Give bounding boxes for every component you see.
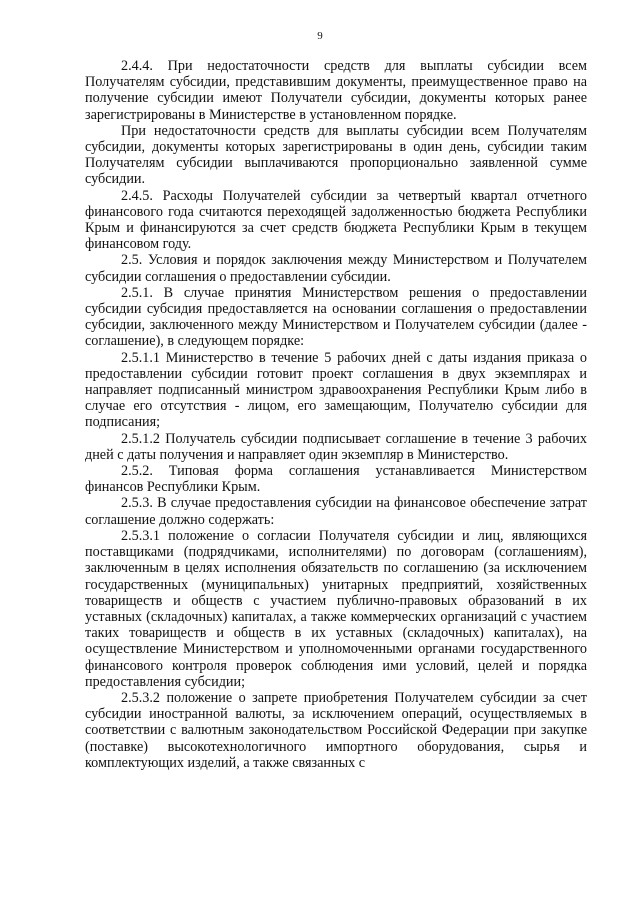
page-number: 9 [317,30,323,42]
document-body [85,58,587,771]
paragraph-2-5-3-1: 2.5.3.1 положение о согласии Получателя субсидии и лиц, являющихся поставщиками (подрядчиками, исполнителями) по договорам (соглашениям), заключенным в целях исполнения обязательств по соглашению (за исключением государственных (муниципальных) унитарных предприятий, хозяйственных товариществ и обществ с участием публично-правовых образований в их уставных (складочных) капиталах, а также коммерческих организаций с участием таких товариществ и обществ в их уставных (складочных) капиталах), на осуществление Министерством и уполномоченными органами государственного финансового контроля проверок соблюдения ими условий, целей и порядка предоставления субсидии; [85,527,587,690]
paragraph-2-5: 2.5. Условия и порядок заключения между Министерством и Получателем субсидии соглашения о предоставлении субсидии. [85,252,587,285]
paragraph-2-5-1-2: 2.5.1.2 Получатель субсидии подписывает соглашение в течение 3 рабочих дней с даты получения и направляет один экземпляр в Министерство. [85,430,587,463]
paragraph-2-5-1: 2.5.1. В случае принятия Министерством решения о предоставлении субсидии субсидия предоставляется на основании соглашения о предоставлении субсидии, заключенного между Министерством и Получателем субсидии (далее - соглашение), в следующем порядке: [85,284,587,350]
paragraph-2-4-4: 2.4.4. При недостаточности средств для выплаты субсидии всем Получателям субсидии, представившим документы, преимущественное право на получение субсидии имеют Получатели субсидии, документы которых ранее зарегистрированы в Министерстве в установленном порядке. [85,58,587,123]
paragraph-2-4-5: 2.4.5. Расходы Получателей субсидии за четвертый квартал отчетного финансового года считаются переходящей задолженностью бюджета Республики Крым и финансируются за счет средств бюджета Республики Крым в текущем финансовом году. [85,187,587,253]
paragraph-2-5-3-2: 2.5.3.2 положение о запрете приобретения Получателем субсидии за счет субсидии иностранной валюты, за исключением операций, осуществляемых в соответствии с валютным законодательством Российской Федерации при закупке (поставке) высокотехнологичного импортного оборудования, сырья и комплектующих изделий, а также связанных с [85,689,587,771]
paragraph-2-4-4-continued: При недостаточности средств для выплаты субсидии всем Получателям субсидии, документы которых зарегистрированы в один день, субсидии таким Получателям субсидии выплачиваются пропорционально заявленной сумме субсидии. [85,122,587,188]
paragraph-2-5-2: 2.5.2. Типовая форма соглашения устанавливается Министерством финансов Республики Крым. [85,463,587,496]
paragraph-2-5-3: 2.5.3. В случае предоставления субсидии на финансовое обеспечение затрат соглашение должно содержать: [85,495,587,528]
paragraph-2-5-1-1: 2.5.1.1 Министерство в течение 5 рабочих дней с даты издания приказа о предоставлении субсидии готовит проект соглашения в двух экземплярах и направляет подписанный министром здравоохранения Республики Крым либо в случае его отсутствия - лицом, его замещающим, Получателю субсидии для подписания; [85,349,587,431]
